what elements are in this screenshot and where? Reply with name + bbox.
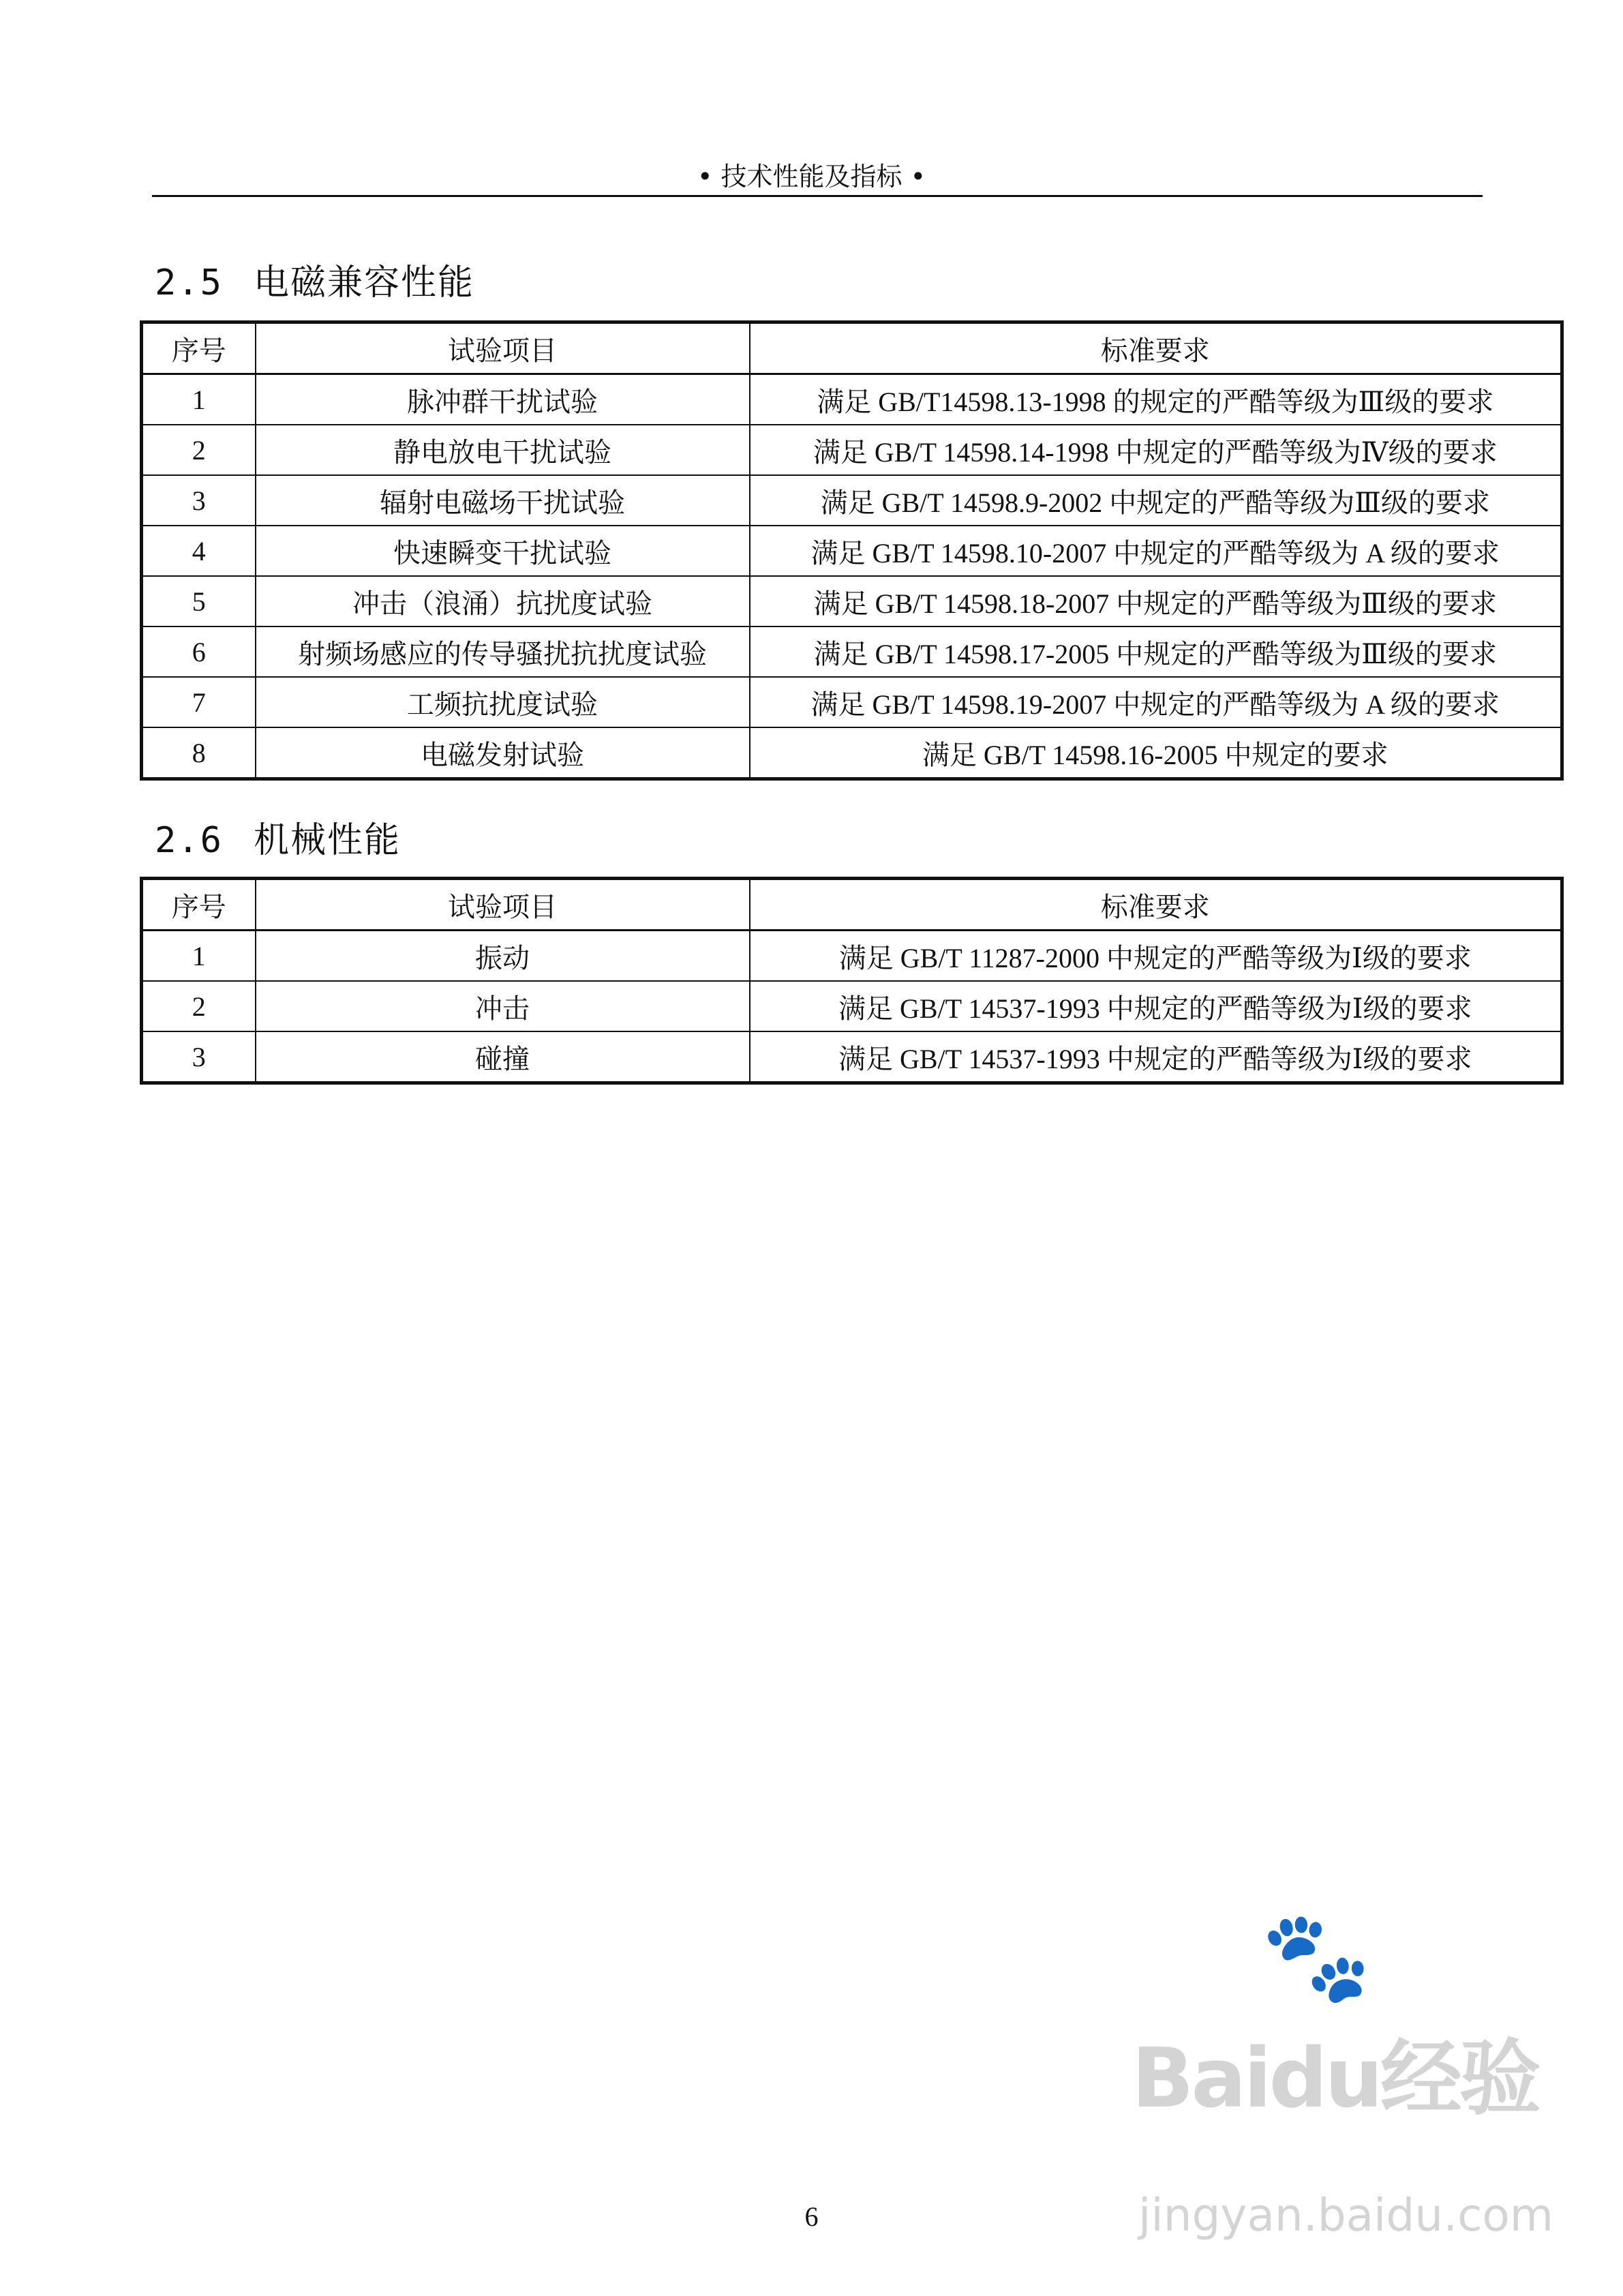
- section-title: 机械性能: [254, 820, 401, 861]
- table-header-row: [142, 879, 1562, 931]
- table-row: [142, 981, 1562, 1031]
- cell-test-item: 冲击: [256, 981, 750, 1031]
- cell-requirement: 满足 GB/T 14598.16-2005 中规定的要求: [750, 727, 1562, 779]
- cell-requirement: 满足 GB/T 14598.17-2005 中规定的严酷等级为Ⅲ级的要求: [750, 626, 1562, 677]
- table-row: [142, 374, 1562, 425]
- table-row: [142, 1031, 1562, 1083]
- cell-index: 3: [142, 475, 256, 526]
- cell-requirement: 满足 GB/T 14598.10-2007 中规定的严酷等级为 A 级的要求: [750, 526, 1562, 576]
- cell-index: 5: [142, 576, 256, 626]
- watermark-brand: Baidu经验: [1132, 2031, 1538, 2126]
- cell-index: 6: [142, 626, 256, 677]
- column-header-index: 序号: [142, 322, 256, 374]
- table-row: [142, 475, 1562, 526]
- cell-index: 1: [142, 931, 256, 982]
- watermark-url: jingyan.baidu.com: [1138, 2189, 1554, 2241]
- cell-index: 3: [142, 1031, 256, 1083]
- table-row: [142, 727, 1562, 779]
- cell-requirement: 满足 GB/T 14598.19-2007 中规定的严酷等级为 A 级的要求: [750, 677, 1562, 727]
- cell-index: 1: [142, 374, 256, 425]
- cell-requirement: 满足 GB/T 14537-1993 中规定的严酷等级为Ⅰ级的要求: [750, 981, 1562, 1031]
- column-header-test-item: 试验项目: [256, 322, 750, 374]
- table-row: [142, 425, 1562, 475]
- cell-test-item: 静电放电干扰试验: [256, 425, 750, 475]
- cell-test-item: 碰撞: [256, 1031, 750, 1083]
- cell-requirement: 满足 GB/T 14537-1993 中规定的严酷等级为Ⅰ级的要求: [750, 1031, 1562, 1083]
- cell-index: 2: [142, 425, 256, 475]
- cell-requirement: 满足 GB/T 14598.14-1998 中规定的严酷等级为Ⅳ级的要求: [750, 425, 1562, 475]
- section-heading-emc: [155, 254, 474, 305]
- table-row: [142, 931, 1562, 982]
- cell-index: 7: [142, 677, 256, 727]
- column-header-requirement: 标准要求: [750, 322, 1562, 374]
- cell-requirement: 满足 GB/T 11287-2000 中规定的严酷等级为Ⅰ级的要求: [750, 931, 1562, 982]
- column-header-requirement: 标准要求: [750, 879, 1562, 931]
- cell-test-item: 快速瞬变干扰试验: [256, 526, 750, 576]
- table-row: [142, 526, 1562, 576]
- paw-logo-icon: 🐾: [1261, 1905, 1371, 2008]
- section-heading-mechanical: [155, 811, 401, 862]
- table-header-row: [142, 322, 1562, 374]
- emc-table: [140, 320, 1564, 781]
- column-header-test-item: 试验项目: [256, 879, 750, 931]
- cell-test-item: 辐射电磁场干扰试验: [256, 475, 750, 526]
- page-number: 6: [804, 2201, 819, 2232]
- section-number: 2.5: [155, 262, 223, 303]
- cell-requirement: 满足 GB/T14598.13-1998 的规定的严酷等级为Ⅲ级的要求: [750, 374, 1562, 425]
- table-row: [142, 626, 1562, 677]
- section-title: 电磁兼容性能: [254, 262, 475, 303]
- column-header-index: 序号: [142, 879, 256, 931]
- cell-test-item: 冲击（浪涌）抗扰度试验: [256, 576, 750, 626]
- header-rule: [152, 195, 1483, 197]
- cell-test-item: 振动: [256, 931, 750, 982]
- cell-test-item: 脉冲群干扰试验: [256, 374, 750, 425]
- table-row: [142, 576, 1562, 626]
- cell-test-item: 电磁发射试验: [256, 727, 750, 779]
- section-number: 2.6: [155, 820, 223, 861]
- cell-index: 8: [142, 727, 256, 779]
- cell-requirement: 满足 GB/T 14598.18-2007 中规定的严酷等级为Ⅲ级的要求: [750, 576, 1562, 626]
- table-row: [142, 677, 1562, 727]
- cell-index: 4: [142, 526, 256, 576]
- cell-test-item: 工频抗扰度试验: [256, 677, 750, 727]
- cell-index: 2: [142, 981, 256, 1031]
- cell-test-item: 射频场感应的传导骚扰抗扰度试验: [256, 626, 750, 677]
- cell-requirement: 满足 GB/T 14598.9-2002 中规定的严酷等级为Ⅲ级的要求: [750, 475, 1562, 526]
- running-header: • 技术性能及指标 •: [697, 162, 926, 192]
- mechanical-table: [140, 877, 1564, 1085]
